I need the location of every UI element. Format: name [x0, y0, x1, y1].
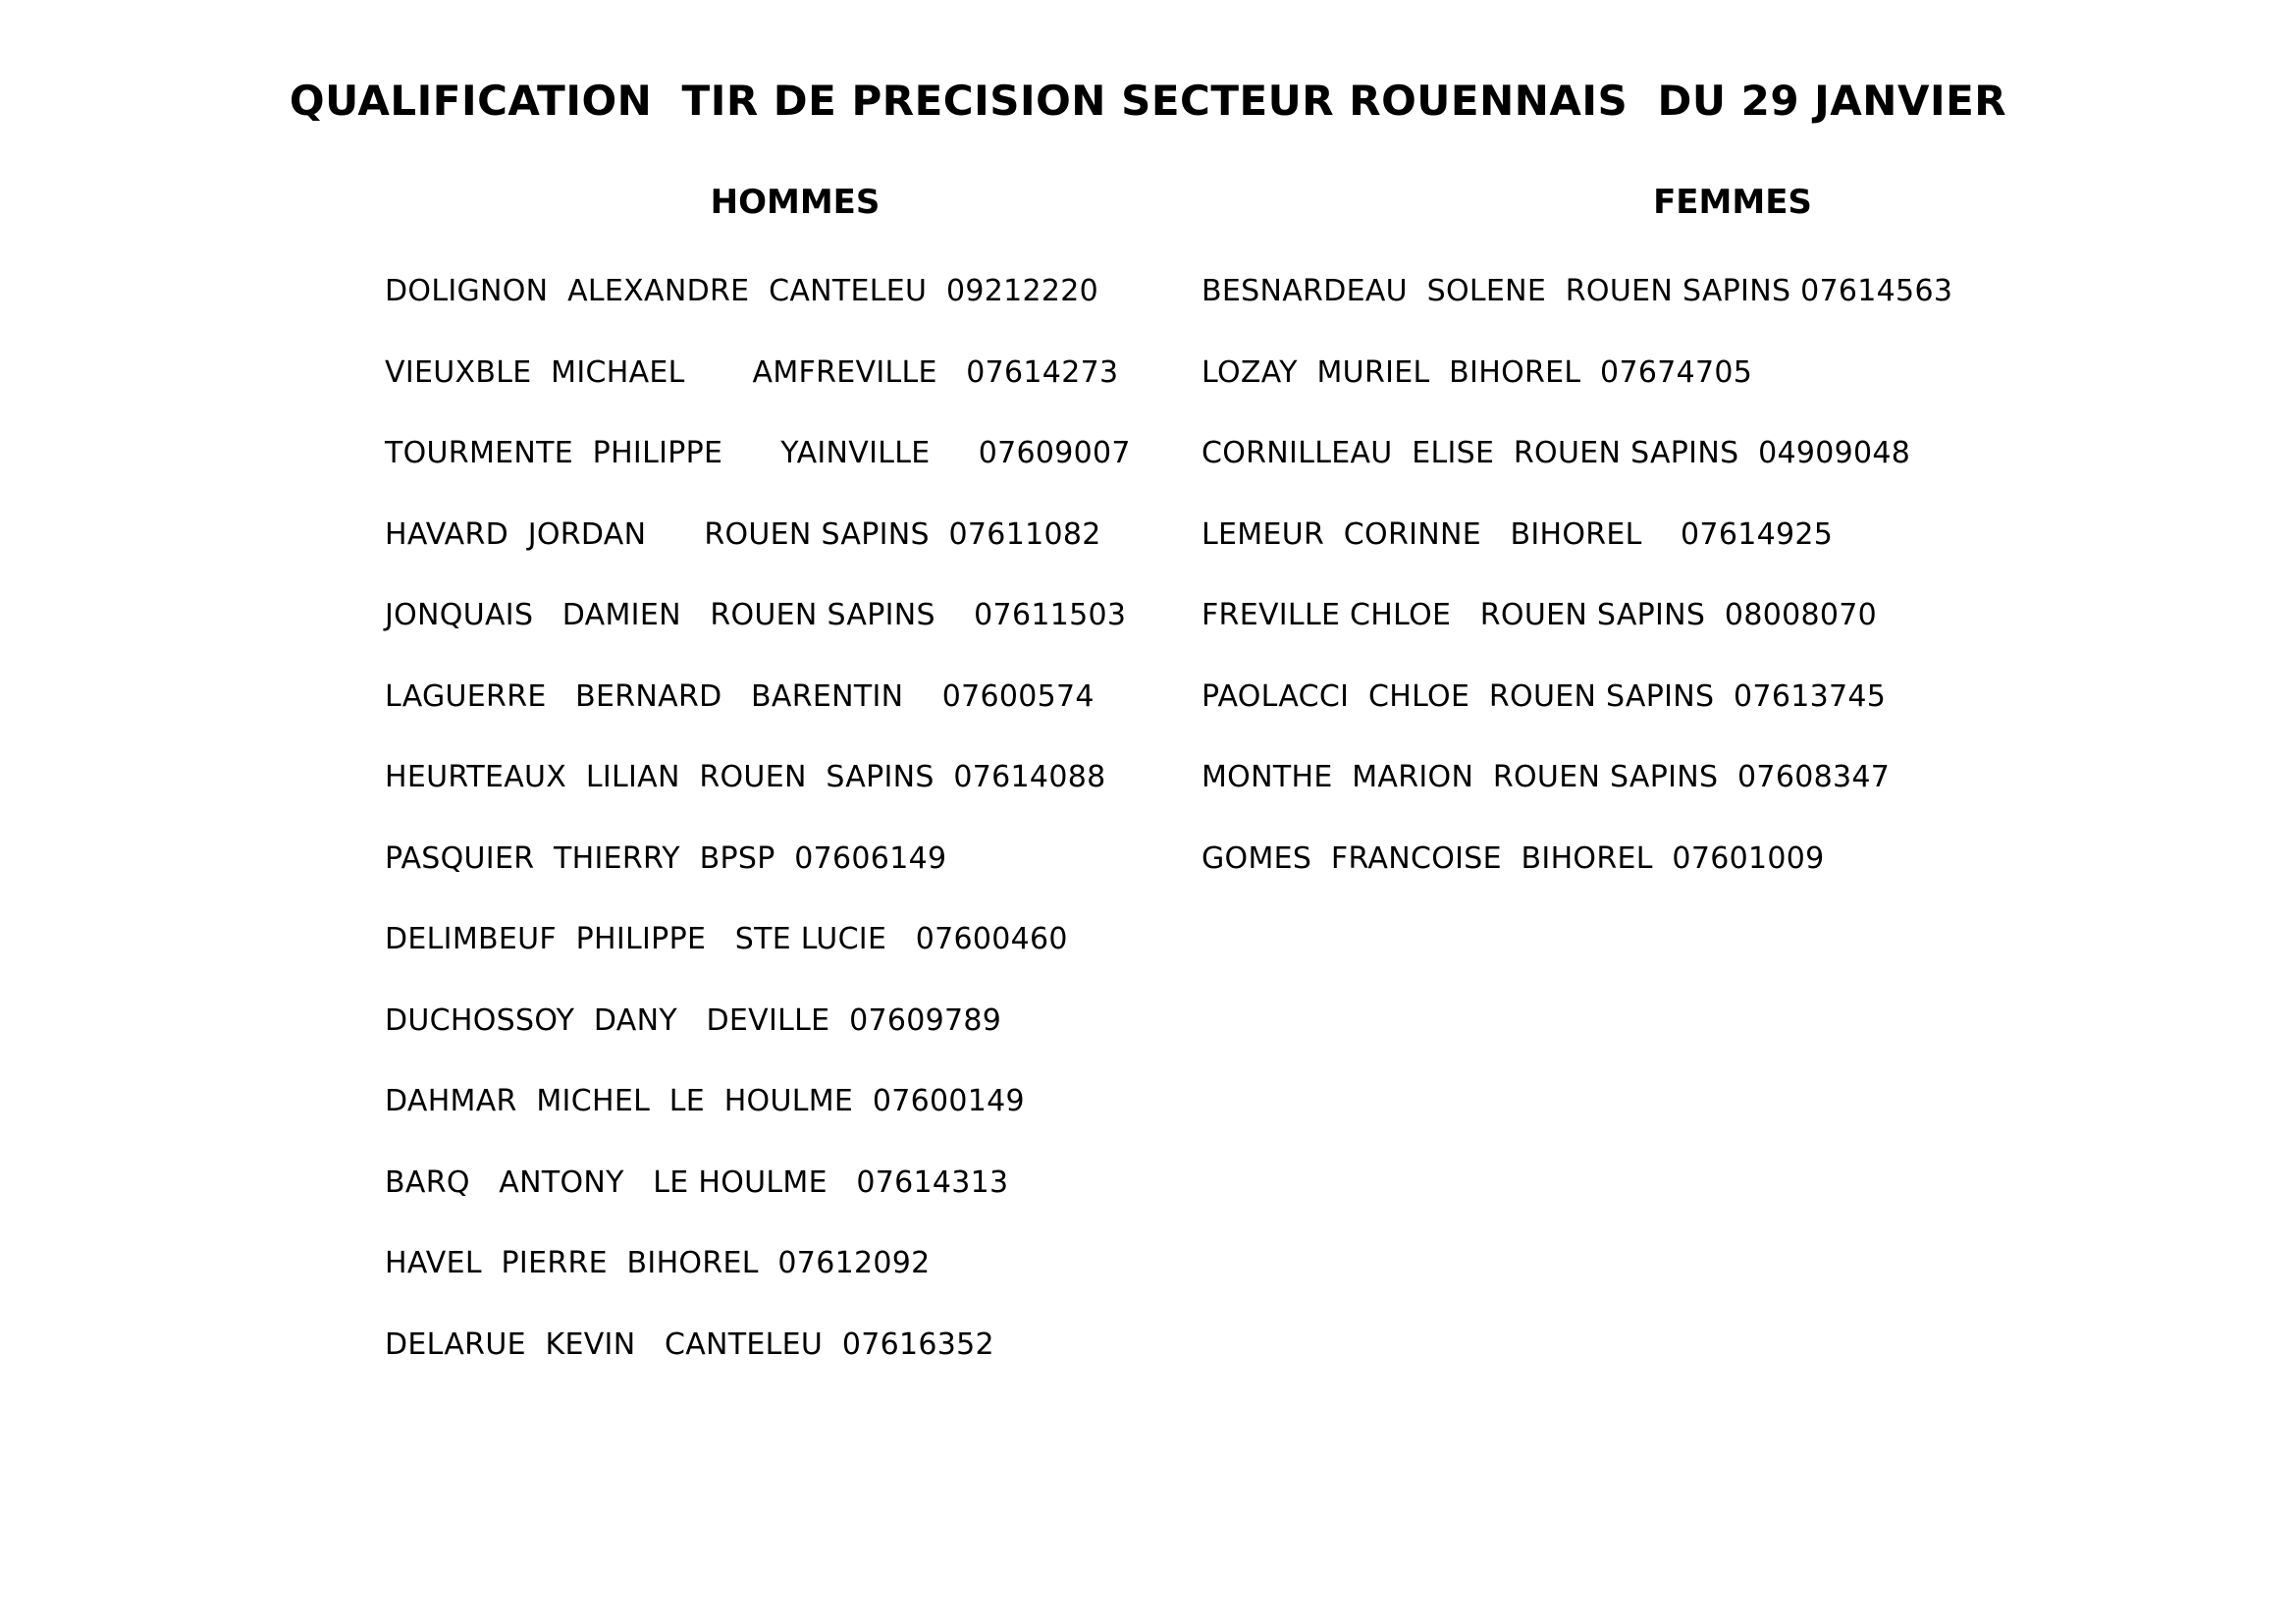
femmes-entry: MONTHE MARION ROUEN SAPINS 07608347 — [1201, 760, 1891, 794]
femmes-list — [1201, 271, 2183, 919]
hommes-list — [385, 271, 1170, 1405]
hommes-entry: LAGUERRE BERNARD BARENTIN 07600574 — [385, 678, 1095, 714]
femmes-heading: FEMMES — [1653, 183, 1812, 222]
femmes-entry: CORNILLEAU ELISE ROUEN SAPINS 04909048 — [1201, 436, 1911, 470]
hommes-entry: DELIMBEUF PHILIPPE STE LUCIE 07600460 — [385, 922, 1068, 956]
hommes-entry: HAVEL PIERRE BIHOREL 07612092 — [385, 1246, 931, 1280]
hommes-entry: JONQUAIS DAMIEN ROUEN SAPINS 07611503 — [385, 598, 1127, 632]
femmes-entry: LOZAY MURIEL BIHOREL 07674705 — [1201, 354, 1753, 390]
femmes-entry: PAOLACCI CHLOE ROUEN SAPINS 07613745 — [1201, 678, 1887, 714]
femmes-entry: LEMEUR CORINNE BIHOREL 07614925 — [1201, 516, 1834, 552]
hommes-entry: DAHMAR MICHEL LE HOULME 07600149 — [385, 1084, 1025, 1118]
femmes-entry: GOMES FRANCOISE BIHOREL 07601009 — [1201, 840, 1825, 876]
hommes-heading: HOMMES — [710, 183, 881, 222]
hommes-entry: HEURTEAUX LILIAN ROUEN SAPINS 07614088 — [385, 760, 1106, 794]
hommes-entry: TOURMENTE PHILIPPE YAINVILLE 07609007 — [385, 436, 1131, 470]
hommes-entry: VIEUXBLE MICHAEL AMFREVILLE 07614273 — [385, 354, 1119, 390]
document-title: QUALIFICATION TIR DE PRECISION SECTEUR ROUENNAIS DU 29 JANVIER — [289, 77, 2007, 125]
hommes-entry: DELARUE KEVIN CANTELEU 07616352 — [385, 1326, 994, 1362]
hommes-entry: HAVARD JORDAN ROUEN SAPINS 07611082 — [385, 516, 1101, 552]
hommes-entry: BARQ ANTONY LE HOULME 07614313 — [385, 1164, 1009, 1200]
femmes-entry: BESNARDEAU SOLENE ROUEN SAPINS 07614563 — [1201, 274, 1953, 308]
femmes-entry: FREVILLE CHLOE ROUEN SAPINS 08008070 — [1201, 598, 1878, 632]
hommes-entry: PASQUIER THIERRY BPSP 07606149 — [385, 840, 947, 876]
hommes-entry: DUCHOSSOY DANY DEVILLE 07609789 — [385, 1002, 1002, 1038]
hommes-entry: DOLIGNON ALEXANDRE CANTELEU 09212220 — [385, 274, 1099, 308]
